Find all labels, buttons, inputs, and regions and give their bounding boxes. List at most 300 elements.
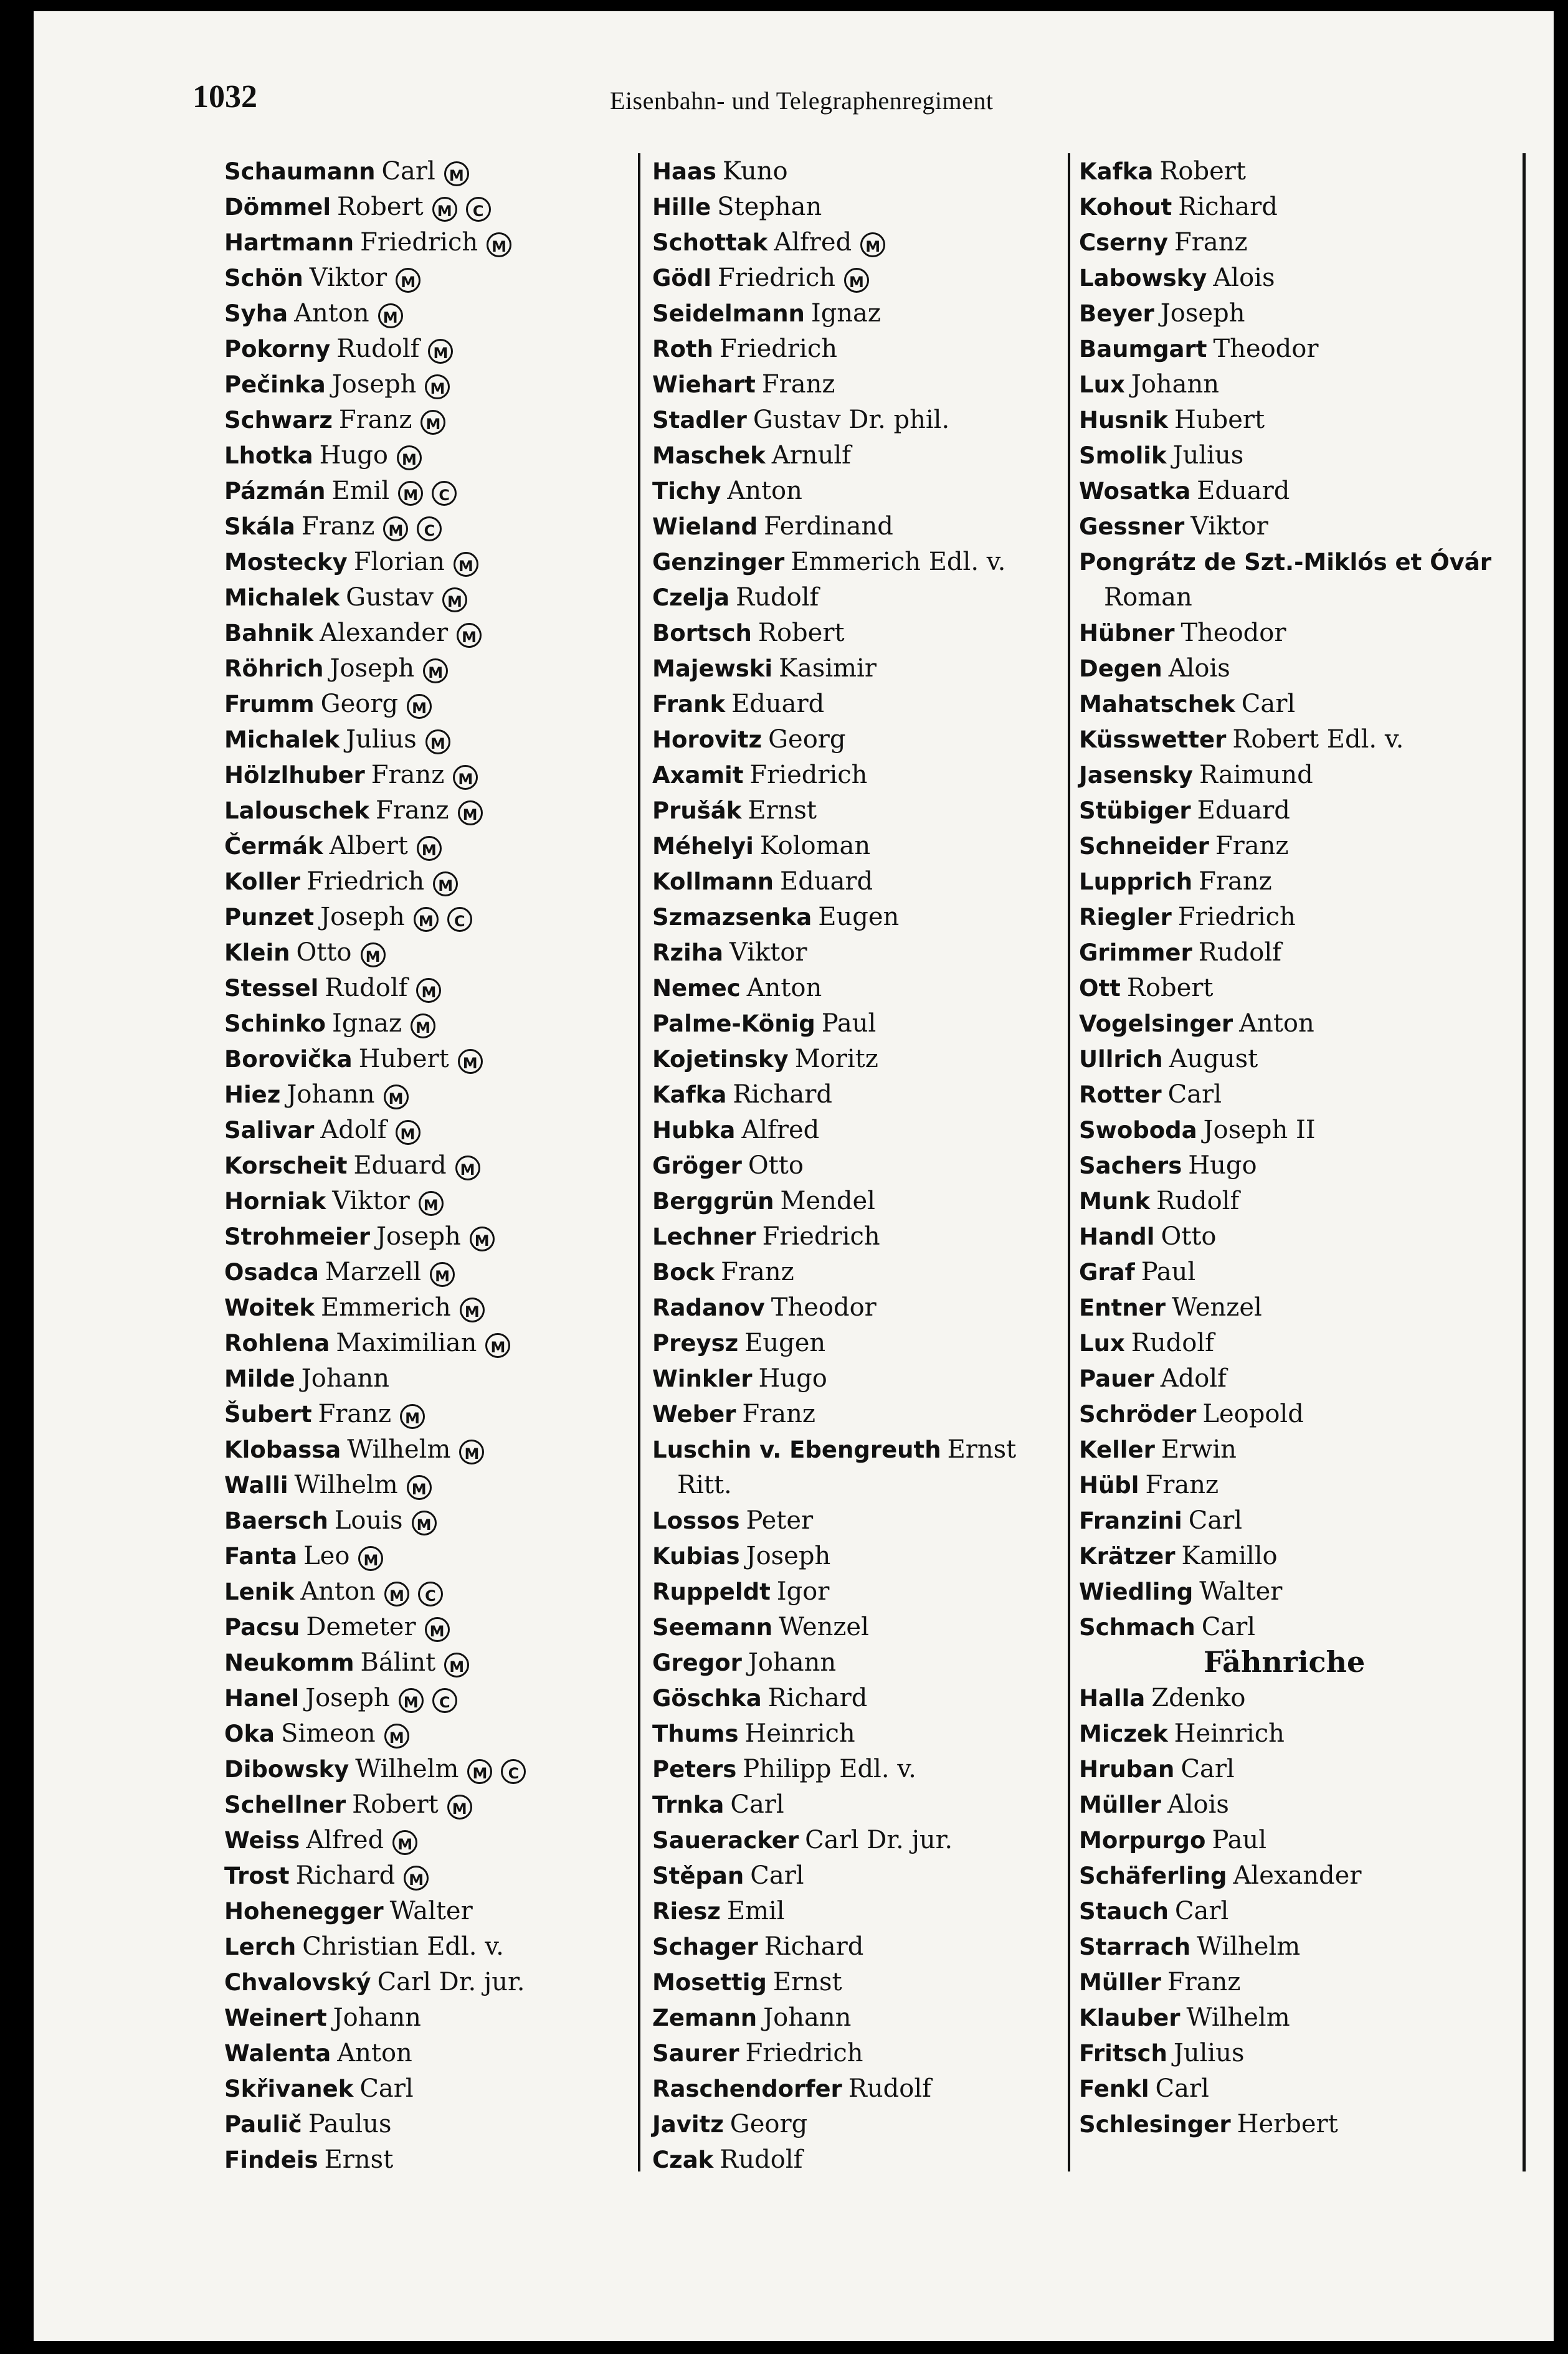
surname: Müller	[1079, 1792, 1161, 1818]
list-item	[1079, 260, 1491, 295]
circled-m-icon: M	[457, 623, 482, 648]
given-name: Julius	[1172, 441, 1244, 470]
surname: Čermák	[224, 833, 323, 860]
surname: Jasensky	[1079, 762, 1193, 789]
given-name: Carl	[730, 1790, 784, 1819]
surname: Bahnik	[224, 620, 314, 647]
surname: Neukomm	[224, 1649, 354, 1676]
given-name: Kamillo	[1181, 1542, 1278, 1570]
surname: Pacsu	[224, 1614, 300, 1641]
list-item	[1079, 686, 1491, 721]
surname: Raschendorfer	[652, 2076, 842, 2102]
list-item	[1079, 402, 1491, 437]
surname: Radanov	[652, 1294, 765, 1321]
list-item	[224, 1005, 526, 1041]
surname: Bock	[652, 1259, 715, 1286]
list-item	[1079, 1112, 1491, 1147]
list-item	[652, 331, 1016, 366]
list-item	[652, 544, 1016, 579]
given-name: Theodor	[1213, 335, 1319, 363]
list-item	[652, 153, 1016, 189]
list-item	[652, 828, 1016, 863]
list-item	[652, 260, 1016, 295]
circled-m-icon: M	[453, 765, 478, 790]
given-name: Friedrich	[717, 263, 835, 292]
circled-m-icon: M	[419, 1191, 444, 1216]
given-name: Paul	[1141, 1258, 1196, 1286]
surname: Hübner	[1079, 620, 1175, 647]
surname: Keller	[1079, 1436, 1155, 1463]
surname: Kollmann	[652, 868, 774, 895]
given-name: Hugo	[319, 441, 388, 470]
surname: Göschka	[652, 1685, 762, 1712]
circled-m-icon: M	[467, 1759, 492, 1784]
surname: Genzinger	[652, 549, 785, 576]
given-name: Carl	[1167, 1080, 1222, 1109]
section-heading: Fähnriche	[1204, 1645, 1366, 1679]
list-item	[224, 1929, 526, 1964]
list-item	[652, 295, 1016, 331]
list-item	[224, 863, 526, 899]
given-name: Johann	[301, 1364, 390, 1393]
list-item	[224, 1751, 526, 1787]
given-name: Eduard	[780, 867, 873, 896]
directory-page	[34, 11, 1554, 2341]
surname: Luschin v. Ebengreuth	[652, 1436, 941, 1463]
surname: Munk	[1079, 1188, 1151, 1215]
given-name: Georg	[729, 2110, 808, 2138]
surname: Labowsky	[1079, 265, 1207, 292]
surname: Michalek	[224, 584, 340, 611]
surname: Skála	[224, 513, 295, 540]
given-name: Franz	[1215, 832, 1289, 860]
circled-m-icon: M	[416, 978, 441, 1003]
circled-m-icon: M	[407, 694, 432, 719]
given-name: Koloman	[759, 832, 871, 860]
list-item	[652, 2071, 1016, 2106]
surname: Pokorny	[224, 336, 331, 363]
surname: Cserny	[1079, 229, 1168, 256]
surname: Pongrátz de Szt.-Miklós et Óvár	[1079, 549, 1491, 576]
given-name: Richard	[295, 1861, 396, 1890]
list-item	[224, 153, 526, 189]
surname: Baersch	[224, 1507, 328, 1534]
given-name: Wilhelm	[1197, 1932, 1301, 1961]
given-name: Philipp Edl. v.	[743, 1755, 916, 1783]
surname: Trost	[224, 1863, 290, 1889]
given-name: Carl	[359, 2074, 414, 2103]
circled-m-icon: M	[458, 1049, 483, 1074]
given-name: Anton	[1239, 1009, 1314, 1038]
surname: Schneider	[1079, 833, 1209, 860]
given-name: Heinrich	[1174, 1719, 1285, 1748]
given-name: Carl	[1181, 1755, 1235, 1783]
surname: Thums	[652, 1720, 739, 1747]
list-item	[652, 1396, 1016, 1431]
surname: Sachers	[1079, 1152, 1182, 1179]
list-item	[224, 189, 526, 224]
circled-m-icon: M	[384, 1582, 409, 1607]
surname: Paulič	[224, 2111, 302, 2138]
list-item	[652, 579, 1016, 615]
surname: Gessner	[1079, 513, 1185, 540]
surname: Graf	[1079, 1259, 1135, 1286]
surname: Koller	[224, 868, 301, 895]
list-item	[652, 757, 1016, 792]
surname: Schlesinger	[1079, 2111, 1231, 2138]
given-name: Julius	[1173, 2039, 1245, 2067]
list-item	[224, 508, 526, 544]
surname: Wiedling	[1079, 1578, 1194, 1605]
circled-m-icon: M	[396, 268, 421, 293]
given-name: Joseph	[376, 1222, 461, 1251]
surname: Borovička	[224, 1046, 353, 1073]
given-name: Johann	[748, 1648, 837, 1677]
list-item	[1079, 899, 1491, 934]
list-item	[224, 686, 526, 721]
given-name: Rudolf	[1156, 1187, 1240, 1215]
circled-m-icon: M	[397, 445, 422, 470]
surname: Beyer	[1079, 300, 1154, 327]
list-item	[652, 402, 1016, 437]
list-item	[224, 2142, 526, 2177]
list-item	[224, 1609, 526, 1644]
surname: Kafka	[1079, 158, 1154, 185]
list-item	[1079, 650, 1491, 686]
given-name: Friedrich	[745, 2039, 863, 2067]
given-name: Rudolf	[736, 583, 819, 612]
given-name: Alexander	[1233, 1861, 1362, 1890]
given-name: Carl	[381, 157, 435, 186]
surname: Vogelsinger	[1079, 1010, 1233, 1037]
surname: Findeis	[224, 2147, 318, 2173]
list-item	[224, 473, 526, 508]
circled-m-icon: M	[392, 1830, 417, 1855]
given-name: Igor	[776, 1577, 830, 1606]
list-item	[1079, 757, 1491, 792]
surname: Hruban	[1079, 1756, 1175, 1783]
list-item	[1079, 1147, 1491, 1183]
circled-m-icon: M	[398, 481, 423, 506]
surname: Hartmann	[224, 229, 354, 256]
circled-m-icon: M	[411, 1013, 435, 1038]
given-name: Franz	[1199, 867, 1272, 896]
surname: Haas	[652, 158, 716, 185]
surname: Maschek	[652, 442, 766, 469]
surname: Halla	[1079, 1685, 1146, 1712]
circled-m-icon: M	[860, 232, 885, 257]
list-item	[224, 1218, 526, 1254]
given-name: Wilhelm	[294, 1471, 398, 1499]
circled-m-icon: M	[459, 1440, 484, 1464]
given-name: Stephan	[717, 192, 822, 221]
surname: Seidelmann	[652, 300, 805, 327]
circled-m-icon: M	[400, 1404, 425, 1429]
surname: Schmach	[1079, 1614, 1195, 1641]
circled-c-icon: C	[417, 516, 442, 541]
given-name: Robert	[758, 619, 845, 647]
surname: Horovitz	[652, 726, 763, 753]
list-item	[652, 721, 1016, 757]
list-item	[652, 1751, 1016, 1787]
given-name: Franz	[1167, 1968, 1241, 1996]
given-name: Richard	[764, 1932, 864, 1961]
given-name: Walter	[389, 1897, 473, 1925]
given-name: Adolf	[320, 1116, 387, 1144]
list-item	[1079, 828, 1491, 863]
given-name: Arnulf	[771, 441, 851, 470]
surname: Lux	[1079, 1330, 1125, 1357]
circled-m-icon: M	[487, 232, 511, 257]
surname: Rohlena	[224, 1330, 330, 1357]
list-item	[652, 970, 1016, 1005]
given-name: Carl Dr. jur.	[805, 1826, 953, 1854]
list-item	[1079, 1254, 1491, 1289]
list-item	[1079, 1076, 1491, 1112]
given-name: Anton	[300, 1577, 376, 1606]
given-name: Richard	[767, 1684, 868, 1712]
list-item	[1079, 1396, 1491, 1431]
surname: Fenkl	[1079, 2076, 1149, 2102]
surname: Fanta	[224, 1543, 298, 1570]
surname: Czak	[652, 2147, 714, 2173]
given-name: Roman	[1104, 583, 1192, 612]
list-item	[224, 1431, 526, 1467]
given-name: Carl	[1201, 1613, 1256, 1641]
given-name: Rudolf	[336, 335, 420, 363]
name-column-1	[224, 153, 526, 2177]
list-item	[224, 1787, 526, 1822]
surname: Salivar	[224, 1117, 315, 1144]
given-name: Emmerich Edl. v.	[791, 548, 1006, 576]
list-item	[224, 579, 526, 615]
surname: Kafka	[652, 1081, 727, 1108]
given-name: Georg	[320, 690, 399, 718]
surname: Entner	[1079, 1294, 1166, 1321]
list-item	[652, 1431, 1016, 1467]
list-item	[224, 544, 526, 579]
list-item	[1079, 1822, 1491, 1858]
circled-m-icon: M	[421, 410, 445, 435]
surname: Szmazsenka	[652, 904, 812, 931]
list-item	[224, 899, 526, 934]
surname: Syha	[224, 300, 288, 327]
list-item	[652, 1964, 1016, 2000]
surname: Chvalovský	[224, 1969, 371, 1996]
list-item	[224, 1538, 526, 1573]
given-name: Rudolf	[325, 974, 408, 1002]
surname: Hille	[652, 194, 711, 221]
given-name: Robert	[352, 1790, 439, 1819]
circled-m-icon: M	[447, 1795, 472, 1820]
list-item	[652, 863, 1016, 899]
circled-c-icon: C	[501, 1759, 526, 1784]
given-name: Eduard	[1197, 796, 1290, 825]
list-item	[1079, 1787, 1491, 1822]
given-name: Richard	[1178, 192, 1278, 221]
given-name: Johann	[333, 2003, 421, 2032]
list-item	[652, 1325, 1016, 1360]
surname: Méhelyi	[652, 833, 754, 860]
given-name: Maximilian	[336, 1329, 477, 1357]
surname: Ott	[1079, 975, 1121, 1002]
list-item	[652, 1041, 1016, 1076]
list-item	[652, 2106, 1016, 2142]
surname: Mosettig	[652, 1969, 767, 1996]
circled-m-icon: M	[384, 1084, 409, 1109]
given-name: Paul	[821, 1009, 877, 1038]
circled-m-icon: M	[442, 587, 467, 612]
list-item	[652, 473, 1016, 508]
list-item	[652, 686, 1016, 721]
surname: Klein	[224, 939, 290, 966]
surname: Lalouschek	[224, 797, 369, 824]
given-name: Alois	[1213, 263, 1275, 292]
list-item	[1079, 1680, 1491, 1716]
list-item	[652, 1467, 1016, 1502]
surname: Hanel	[224, 1685, 300, 1712]
list-item	[1079, 1005, 1491, 1041]
list-item	[652, 1147, 1016, 1183]
circled-c-icon: C	[418, 1582, 443, 1607]
surname: Klobassa	[224, 1436, 341, 1463]
surname: Krätzer	[1079, 1543, 1176, 1570]
given-name: Heinrich	[744, 1719, 855, 1748]
given-name: Alfred	[741, 1116, 820, 1144]
list-item	[1079, 224, 1491, 260]
circled-c-icon: C	[432, 481, 457, 506]
surname: Lhotka	[224, 442, 313, 469]
given-name: Kuno	[722, 157, 788, 186]
given-name: Robert Edl. v.	[1232, 725, 1404, 754]
circled-m-icon: M	[414, 907, 439, 932]
given-name: Joseph	[746, 1542, 831, 1570]
circled-m-icon: M	[454, 552, 478, 577]
list-item	[224, 1076, 526, 1112]
list-item	[224, 1893, 526, 1929]
surname: Pauer	[1079, 1365, 1154, 1392]
surname: Punzet	[224, 904, 315, 931]
list-item	[1079, 153, 1491, 189]
list-item	[1079, 1041, 1491, 1076]
circled-m-icon: M	[361, 942, 386, 967]
surname: Lux	[1079, 371, 1125, 398]
circled-m-icon: M	[412, 1511, 437, 1535]
surname: Lupprich	[1079, 868, 1193, 895]
given-name: Eugen	[818, 903, 900, 931]
list-item	[652, 2000, 1016, 2035]
circled-m-icon: M	[458, 800, 483, 825]
surname: Schaumann	[224, 158, 376, 185]
list-item	[224, 1254, 526, 1289]
given-name: Wenzel	[779, 1613, 869, 1641]
surname: Gröger	[652, 1152, 742, 1179]
list-item	[652, 224, 1016, 260]
given-name: Hugo	[758, 1364, 827, 1393]
surname: Skřivanek	[224, 2076, 354, 2102]
list-item	[224, 224, 526, 260]
list-item	[1079, 1431, 1491, 1467]
given-name: Ernst	[947, 1435, 1017, 1464]
surname: Degen	[1079, 655, 1162, 682]
given-name: Joseph	[1160, 299, 1245, 328]
list-item	[1079, 189, 1491, 224]
surname: Weber	[652, 1401, 736, 1428]
surname: Pázmán	[224, 478, 326, 505]
given-name: Viktor	[332, 1187, 410, 1215]
surname: Peters	[652, 1756, 737, 1783]
list-item	[224, 1147, 526, 1183]
given-name: Carl	[1174, 1897, 1229, 1925]
given-name: Eduard	[731, 690, 825, 718]
given-name: Friedrich	[762, 1222, 880, 1251]
surname: Czelja	[652, 584, 730, 611]
surname: Riegler	[1079, 904, 1172, 931]
list-item	[1079, 331, 1491, 366]
list-item	[1079, 1502, 1491, 1538]
surname: Schellner	[224, 1792, 346, 1818]
given-name: Rudolf	[1198, 938, 1281, 967]
list-item	[224, 1858, 526, 1893]
list-item	[652, 1822, 1016, 1858]
list-item	[224, 970, 526, 1005]
given-name: Friedrich	[749, 761, 868, 789]
surname: Saurer	[652, 2040, 739, 2067]
surname: Berggrün	[652, 1188, 774, 1215]
surname: Osadca	[224, 1259, 319, 1286]
surname: Strohmeier	[224, 1223, 371, 1250]
surname: Morpurgo	[1079, 1827, 1206, 1854]
given-name: Alois	[1168, 654, 1230, 683]
surname: Grimmer	[1079, 939, 1192, 966]
given-name: Joseph	[320, 903, 405, 931]
list-item	[224, 1360, 526, 1396]
list-item	[224, 1289, 526, 1325]
list-item	[1079, 1538, 1491, 1573]
list-item	[224, 402, 526, 437]
given-name: Peter	[746, 1506, 814, 1535]
list-item	[1079, 2071, 1491, 2106]
given-name: Herbert	[1237, 2110, 1338, 2138]
surname: Palme-König	[652, 1010, 815, 1037]
list-item	[1079, 970, 1491, 1005]
list-item	[1079, 1289, 1491, 1325]
surname: Walenta	[224, 2040, 331, 2067]
list-item	[224, 437, 526, 473]
surname: Frumm	[224, 691, 315, 718]
given-name: Wilhelm	[1186, 2003, 1290, 2032]
given-name: Julius	[346, 725, 417, 754]
list-item	[1079, 1716, 1491, 1751]
surname: Stauch	[1079, 1898, 1169, 1925]
list-item	[652, 1929, 1016, 1964]
given-name: Otto	[748, 1151, 804, 1180]
given-name: Viktor	[729, 938, 807, 967]
surname: Prušák	[652, 797, 742, 824]
list-item	[1079, 1858, 1491, 1893]
surname: Starrach	[1079, 1934, 1191, 1960]
name-column-3	[1079, 153, 1491, 2142]
surname: Klauber	[1079, 2005, 1181, 2031]
surname: Franzini	[1079, 1507, 1182, 1534]
list-item	[224, 757, 526, 792]
column-divider	[638, 153, 640, 2171]
surname: Wosatka	[1079, 478, 1191, 505]
surname: Seemann	[652, 1614, 773, 1641]
given-name: Wilhelm	[355, 1755, 459, 1783]
surname: Dibowsky	[224, 1756, 349, 1783]
surname: Stessel	[224, 975, 319, 1002]
